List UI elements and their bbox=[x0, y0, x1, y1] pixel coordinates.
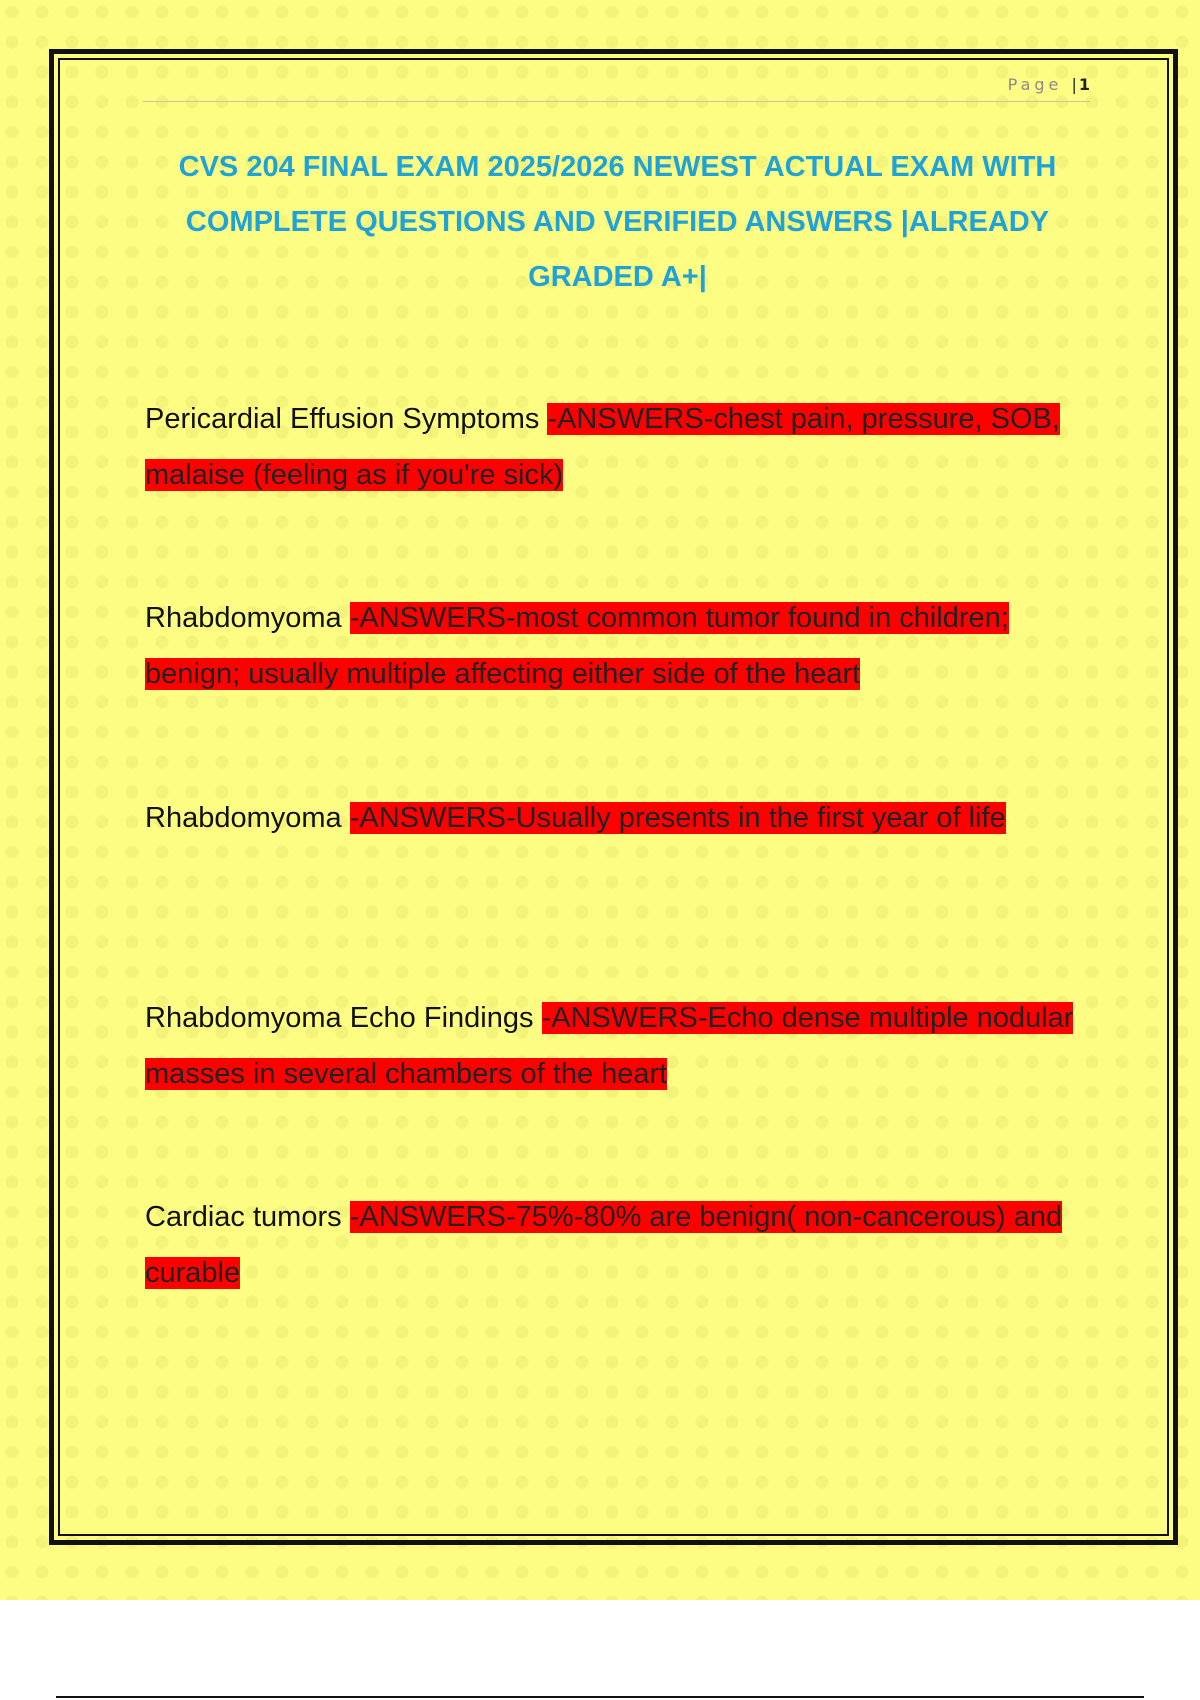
page-word: Page bbox=[1007, 75, 1063, 94]
answer-highlight: -ANSWERS-Echo dense multiple nodular masses in several chambers of the heart bbox=[145, 1002, 1074, 1090]
question-term: Rhabdomyoma Echo Findings bbox=[145, 1002, 534, 1034]
question-term: Rhabdomyoma bbox=[145, 802, 342, 834]
answer-highlight: -ANSWERS-75%-80% are benign( non-cancerous) and curable bbox=[145, 1201, 1063, 1289]
qa-entry bbox=[145, 590, 1085, 702]
page-number: 1 bbox=[1078, 75, 1090, 94]
qa-entry bbox=[145, 990, 1085, 1102]
page-number-label bbox=[920, 75, 1090, 94]
page-separator: | bbox=[1071, 75, 1079, 94]
question-term: Pericardial Effusion Symptoms bbox=[145, 403, 540, 435]
footer-rule bbox=[56, 1696, 1144, 1698]
document-title: CVS 204 FINAL EXAM 2025/2026 NEWEST ACTUAL EXAM WITH COMPLETE QUESTIONS AND VERIFIED ANSWERS |ALREADY GRADED A+| bbox=[178, 151, 1057, 293]
question-term: Cardiac tumors bbox=[145, 1201, 342, 1233]
qa-entry bbox=[145, 1189, 1085, 1301]
qa-entry bbox=[145, 790, 1085, 846]
header-rule bbox=[143, 101, 1090, 102]
answer-highlight: -ANSWERS-Usually presents in the first year of life bbox=[349, 802, 1006, 834]
question-term: Rhabdomyoma bbox=[145, 602, 342, 634]
qa-entry bbox=[145, 391, 1085, 503]
answer-highlight: -ANSWERS-most common tumor found in children; benign; usually multiple affecting either side of the heart bbox=[145, 602, 1009, 690]
answer-highlight: -ANSWERS-chest pain, pressure, SOB, malaise (feeling as if you're sick) bbox=[145, 403, 1060, 491]
